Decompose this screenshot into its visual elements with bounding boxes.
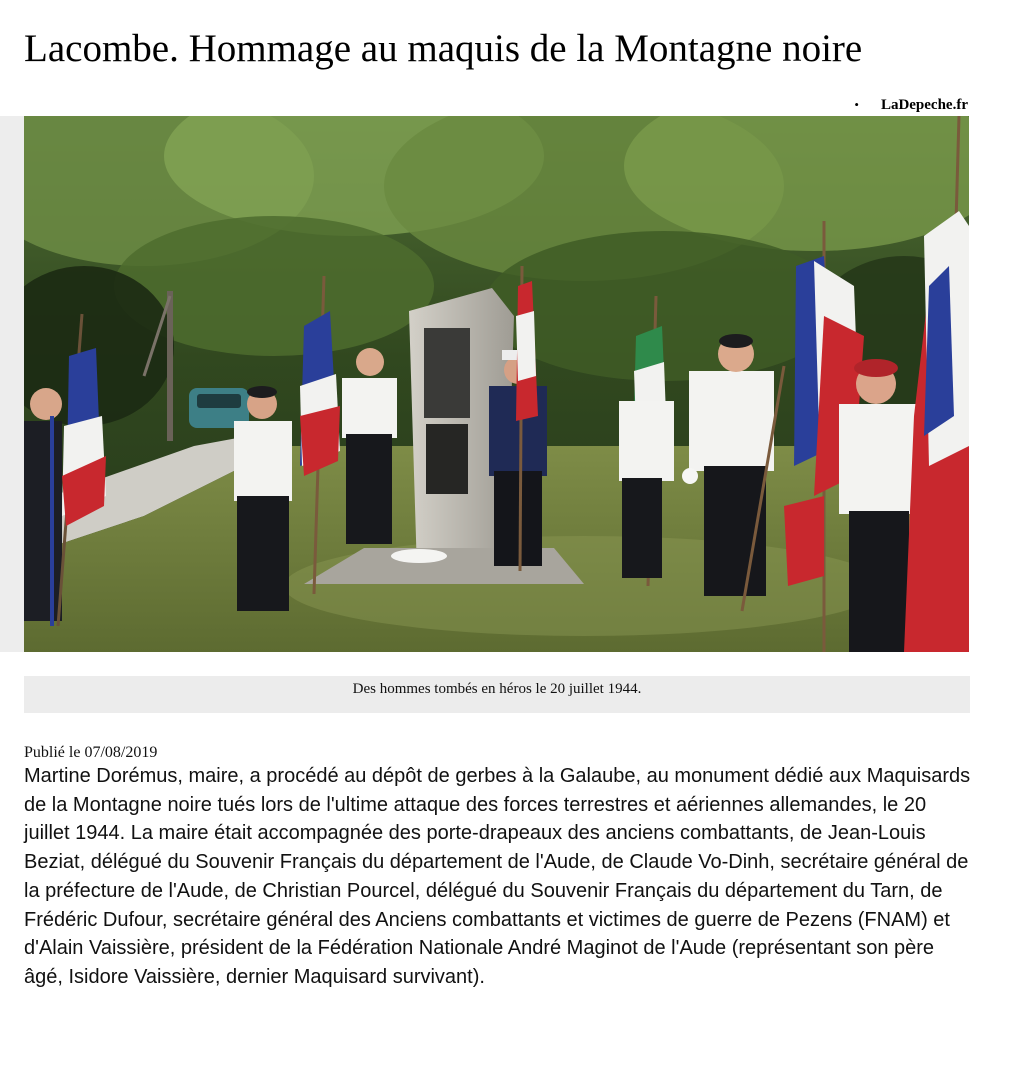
flag-right-lower — [784, 496, 824, 586]
photo-illustration — [24, 116, 969, 652]
car-window — [197, 394, 241, 408]
person-white-shirt — [839, 404, 917, 514]
person-white-shirt — [342, 378, 397, 438]
person-dark-suit — [24, 421, 62, 621]
photo-left-rail — [0, 116, 24, 652]
wreath-flowers — [391, 549, 447, 563]
published-date: Publié le 07/08/2019 — [24, 744, 158, 761]
bullet-icon: • — [854, 97, 859, 112]
person-trousers — [622, 478, 662, 578]
source-name[interactable]: LaDepeche.fr — [880, 97, 968, 113]
photo-caption: Des hommes tombés en héros le 20 juillet 1944. — [24, 676, 970, 713]
person-white-shirt — [689, 371, 774, 471]
utility-pole — [167, 291, 173, 441]
beret-black — [247, 386, 277, 398]
article-title: Lacombe. Hommage au maquis de la Montagne noire — [24, 27, 863, 70]
source-line — [854, 96, 968, 114]
person-trousers — [849, 511, 909, 652]
article-body: Martine Dorémus, maire, a procédé au dépôt de gerbes à la Galaube, au monument dédié aux Maquisards de la Montagne noire tués lors de l'ultime attaque des forces terrestres et aériennes allemandes, le 20 juillet 1944. La maire était accompagnée des porte-drapeaux des anciens combattants, de Jean-Louis Beziat, délégué du Souvenir Français du département de l'Aude, de Claude Vo-Dinh, secrétaire général de la préfecture de l'Aude, de Christian Pourcel, délégué du Souvenir Français du département du Tarn, de Frédéric Dufour, secrétaire général des Anciens combattants et victimes de guerre de Pezens (FNAM) et d'Alain Vaissière, président de la Fédération Nationale André Maginot de l'Aude (représentant son père âgé, Isidore Vaissière, dernier Maquisard survivant). — [24, 765, 971, 988]
person-trousers — [346, 434, 392, 544]
person-head — [30, 388, 62, 420]
monument-plaque — [424, 328, 470, 418]
flag-center-white — [516, 311, 536, 381]
person-white-shirt — [619, 401, 674, 481]
tree-canopy — [484, 231, 844, 381]
white-glove — [682, 468, 698, 484]
person-trousers — [237, 496, 289, 611]
beret-black — [719, 334, 753, 348]
beret-red — [854, 359, 898, 377]
monument-plaque-lower — [426, 424, 468, 494]
person-head — [356, 348, 384, 376]
article-photo — [24, 116, 969, 652]
person-white-shirt — [234, 421, 292, 501]
person-trousers — [494, 471, 542, 566]
